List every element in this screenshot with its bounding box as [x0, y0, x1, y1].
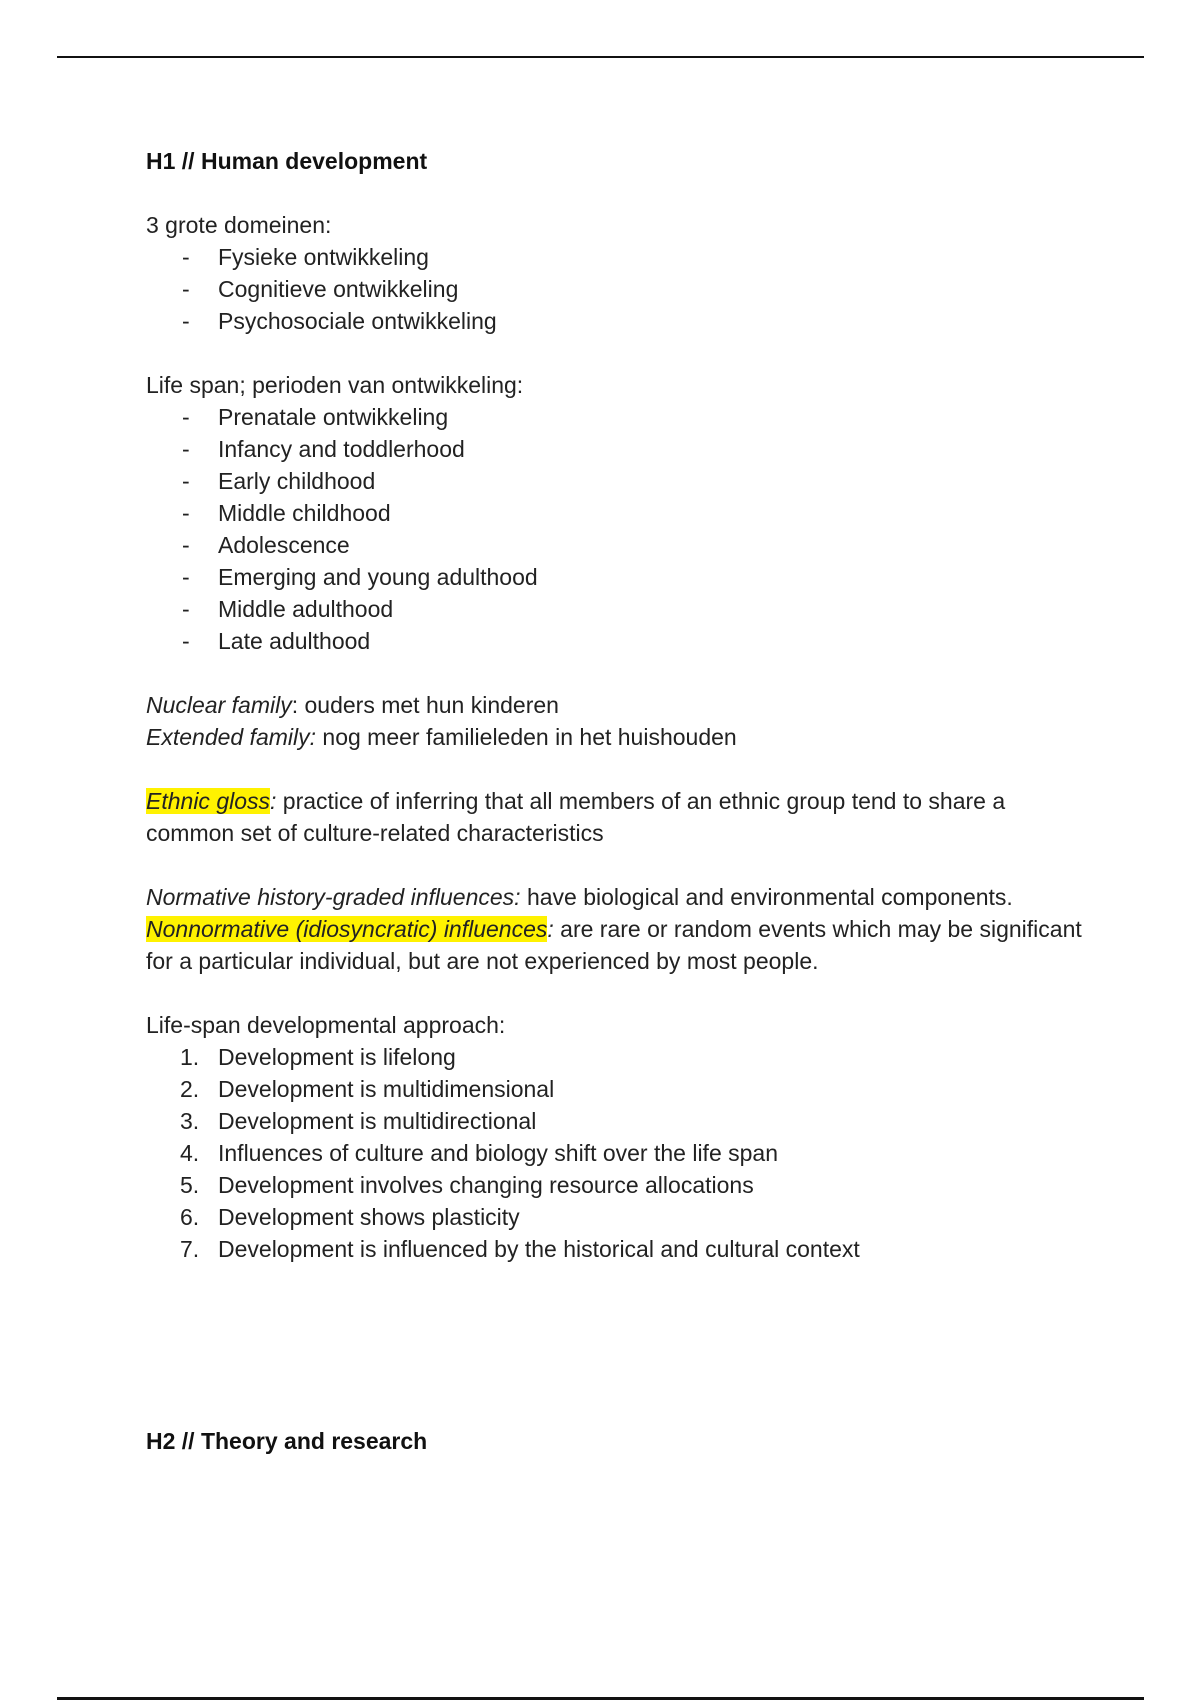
list-item: - Adolescence: [146, 529, 1086, 561]
dash-bullet: -: [182, 564, 190, 590]
extended-family-definition: Extended family: nog meer familieleden in het huishouden: [146, 724, 737, 750]
dash-bullet: -: [182, 436, 190, 462]
list-number: 5.: [180, 1172, 200, 1198]
dash-bullet: -: [182, 276, 190, 302]
dash-bullet: -: [182, 500, 190, 526]
lifespan-list: [146, 401, 1086, 657]
definition-term: Normative history-graded influences:: [146, 884, 521, 910]
section-heading-h1: H1 // Human development: [146, 148, 428, 174]
dash-bullet: -: [182, 404, 190, 430]
document-body: [146, 145, 1086, 1265]
lifespan-intro: Life span; perioden van ontwikkeling:: [146, 372, 524, 398]
nonnormative-influences-definition: Nonnormative (idiosyncratic) influences: are rare or random events which may be significant for a particular individual, but are not experienced by most people.: [146, 916, 1082, 974]
list-item: - Psychosociale ontwikkeling: [146, 305, 1086, 337]
list-item: - Prenatale ontwikkeling: [146, 401, 1086, 433]
ethnic-gloss-definition: Ethnic gloss: practice of inferring that all members of an ethnic group tend to share a common set of culture-related characteristics: [146, 788, 1006, 846]
list-number: 3.: [180, 1108, 200, 1134]
list-item: 2. Development is multidimensional: [146, 1073, 1086, 1105]
list-number: 6.: [180, 1204, 200, 1230]
list-item: - Middle adulthood: [146, 593, 1086, 625]
list-number: 4.: [180, 1140, 200, 1166]
list-item: - Fysieke ontwikkeling: [146, 241, 1086, 273]
list-item: - Late adulthood: [146, 625, 1086, 657]
list-item: 5. Development involves changing resource allocations: [146, 1169, 1086, 1201]
list-item: 7. Development is influenced by the historical and cultural context: [146, 1233, 1086, 1265]
top-rule: [57, 56, 1144, 58]
list-item: - Middle childhood: [146, 497, 1086, 529]
list-item: 1. Development is lifelong: [146, 1041, 1086, 1073]
definition-term: Extended family:: [146, 724, 317, 750]
highlighted-term: Ethnic gloss: [146, 788, 271, 814]
approach-list: [146, 1041, 1086, 1265]
dash-bullet: -: [182, 468, 190, 494]
list-number: 2.: [180, 1076, 200, 1102]
list-item: - Early childhood: [146, 465, 1086, 497]
dash-bullet: -: [182, 244, 190, 270]
list-item: - Infancy and toddlerhood: [146, 433, 1086, 465]
list-item: 3. Development is multidirectional: [146, 1105, 1086, 1137]
definition-term: Nuclear family: [146, 692, 292, 718]
dash-bullet: -: [182, 532, 190, 558]
list-number: 1.: [180, 1044, 200, 1070]
approach-intro: Life-span developmental approach:: [146, 1012, 506, 1038]
list-item: - Emerging and young adulthood: [146, 561, 1086, 593]
list-item: - Cognitieve ontwikkeling: [146, 273, 1086, 305]
dash-bullet: -: [182, 628, 190, 654]
domains-intro: 3 grote domeinen:: [146, 212, 332, 238]
dash-bullet: -: [182, 308, 190, 334]
list-number: 7.: [180, 1236, 200, 1262]
highlighted-term: Nonnormative (idiosyncratic) influences: [146, 916, 548, 942]
domains-list: [146, 241, 1086, 337]
section-heading-h2: H2 // Theory and research: [146, 1428, 428, 1454]
dash-bullet: -: [182, 596, 190, 622]
list-item: 4. Influences of culture and biology shift over the life span: [146, 1137, 1086, 1169]
list-item: 6. Development shows plasticity: [146, 1201, 1086, 1233]
normative-influences-definition: Normative history-graded influences: have biological and environmental components.: [146, 884, 1013, 910]
nuclear-family-definition: Nuclear family: ouders met hun kinderen: [146, 692, 559, 718]
